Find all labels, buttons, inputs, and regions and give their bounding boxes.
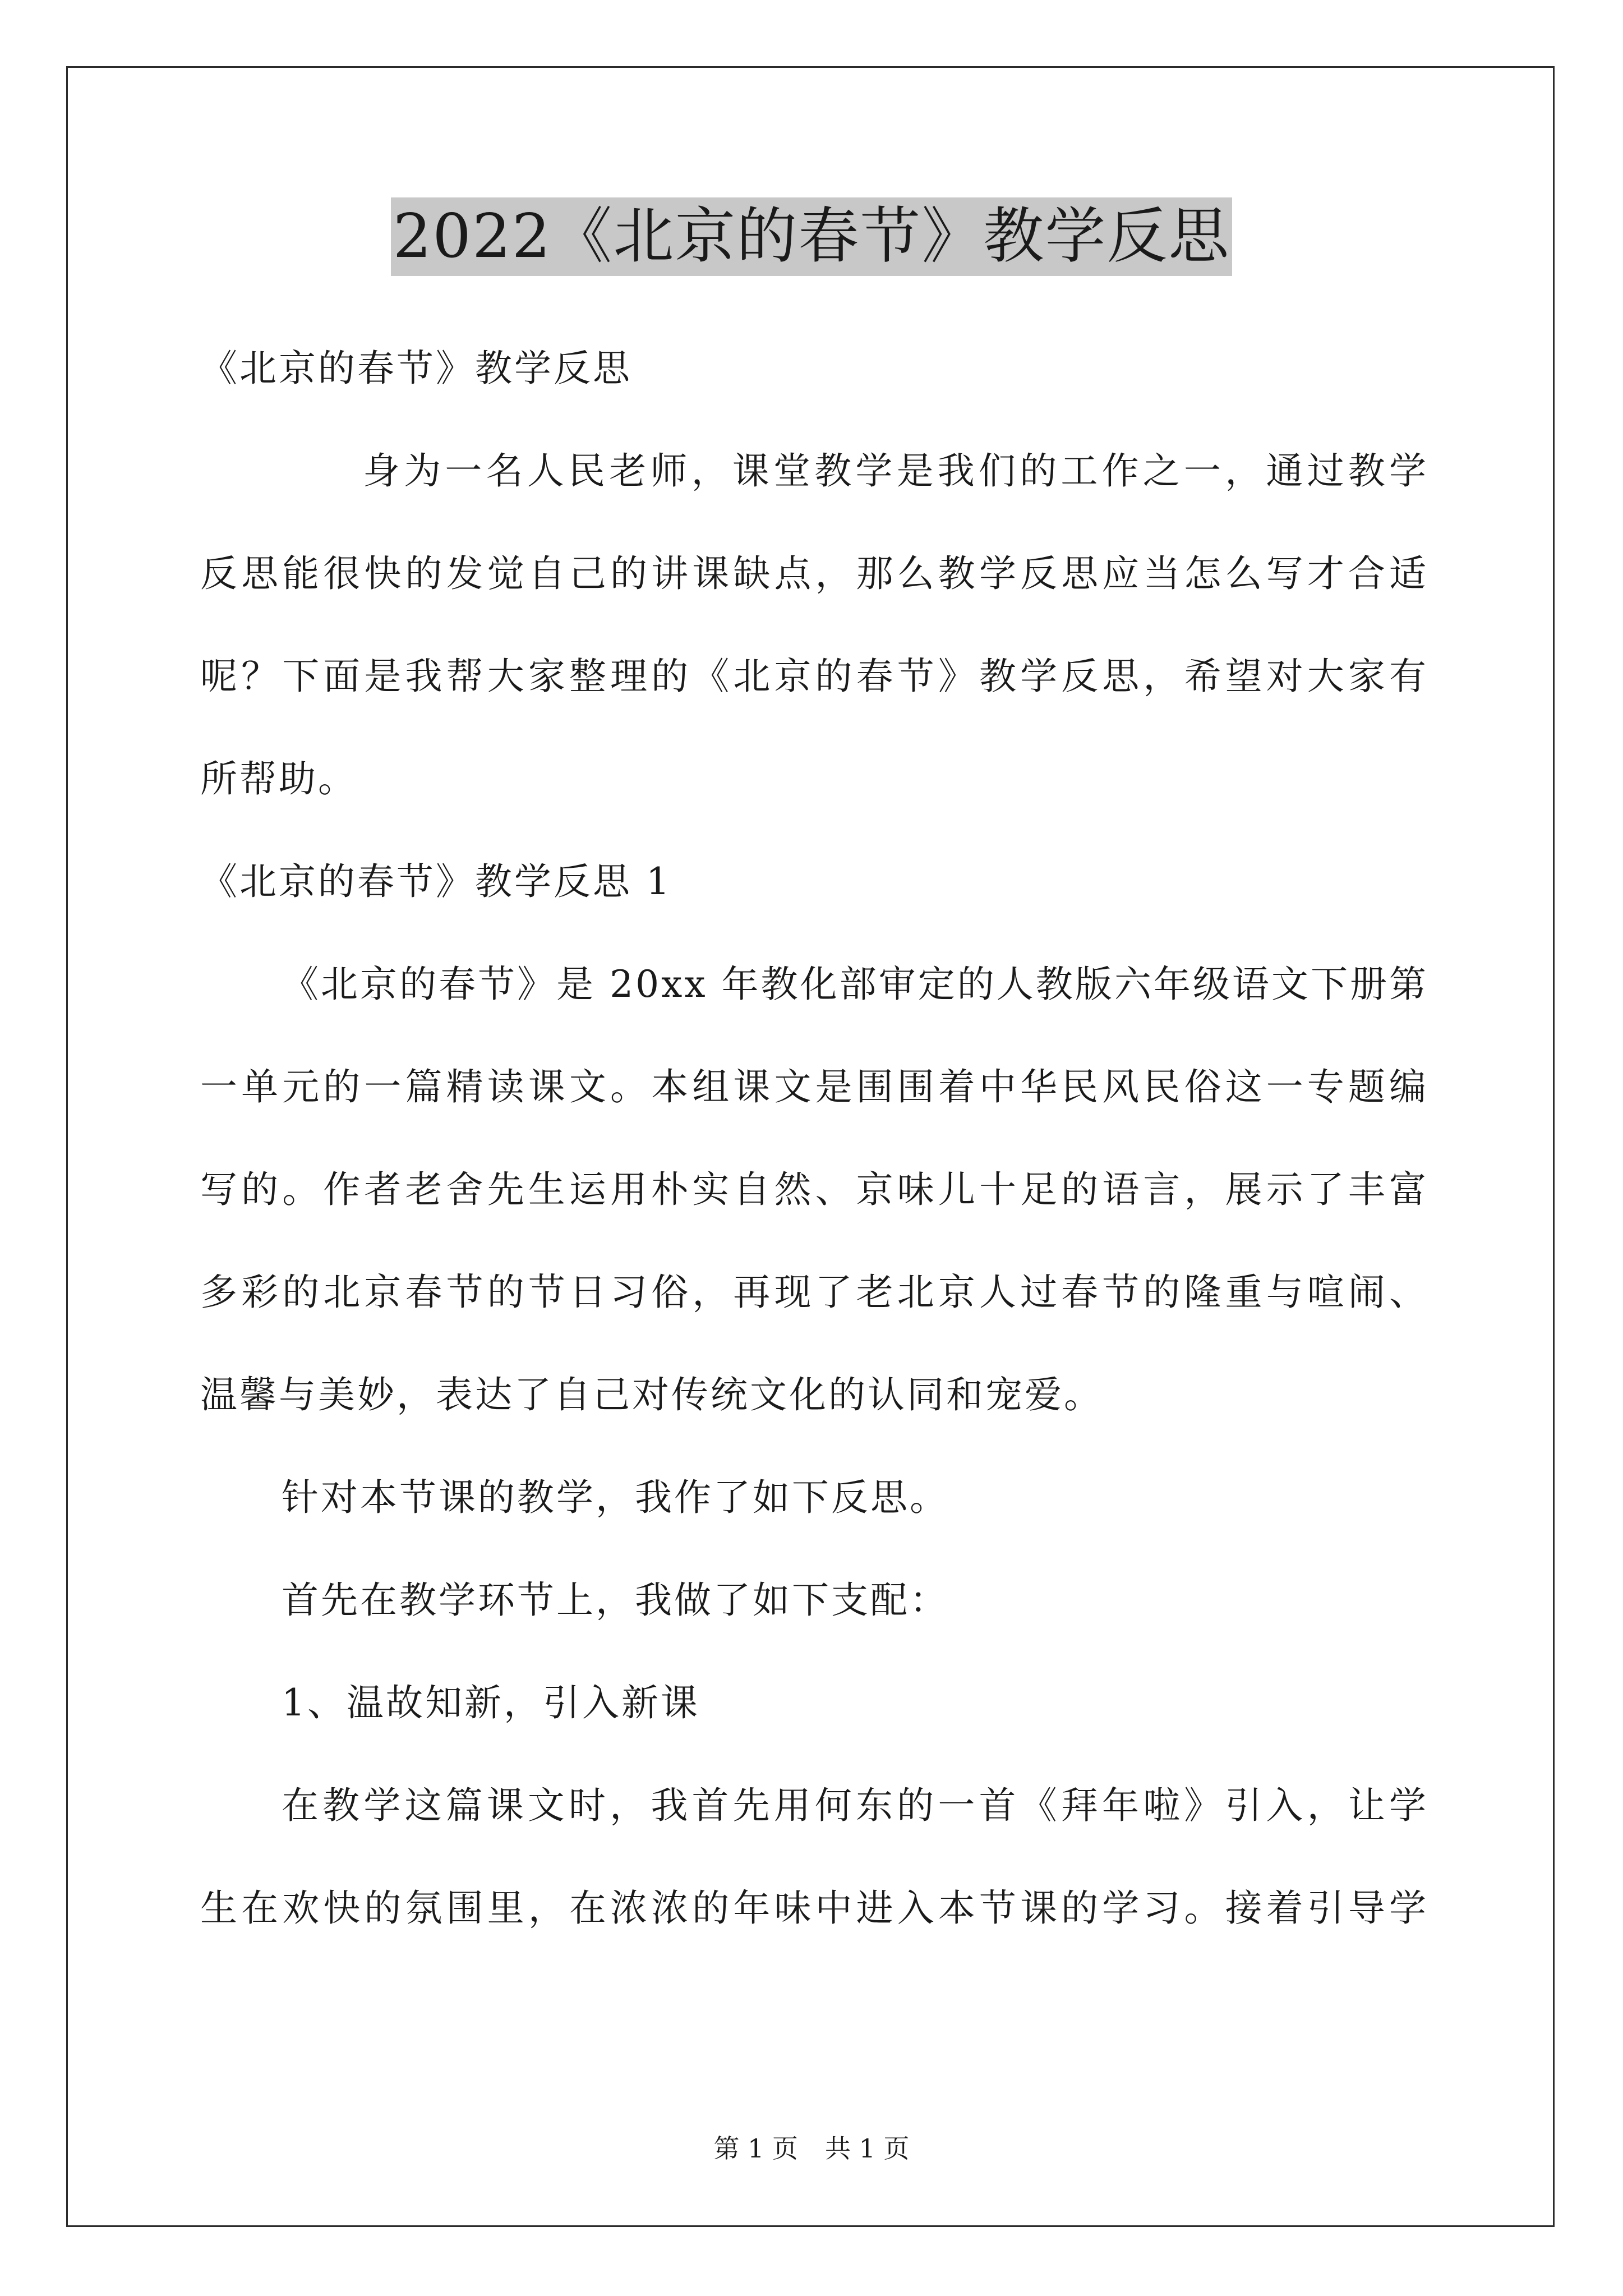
paragraph-line: 一单元的一篇精读课文。本组课文是围围着中华民风民俗这一专题编 xyxy=(200,1065,1428,1108)
list-item-heading: 1、温故知新，引入新课 xyxy=(282,1681,700,1724)
paragraph-line: 首先在教学环节上，我做了如下支配： xyxy=(282,1579,949,1622)
paragraph-line: 在教学这篇课文时，我首先用何东的一首《拜年啦》引入，让学 xyxy=(282,1784,1428,1827)
paragraph-line: 《北京的春节》是 20xx 年教化部审定的人教版六年级语文下册第 xyxy=(282,963,1428,1006)
section-heading: 《北京的春节》教学反思 1 xyxy=(200,860,672,903)
page-footer xyxy=(0,2132,1623,2165)
page-number: 第 1 页 xyxy=(713,2133,798,2164)
paragraph-line: 多彩的北京春节的节日习俗，再现了老北京人过春节的隆重与喧闹、 xyxy=(200,1271,1428,1314)
paragraph-line: 温馨与美妙，表达了自己对传统文化的认同和宠爱。 xyxy=(200,1373,1103,1416)
paragraph-line: 身为一名人民老师，课堂教学是我们的工作之一，通过教学 xyxy=(363,449,1428,493)
paragraph-line: 反思能很快的发觉自己的讲课缺点，那么教学反思应当怎么写才合适 xyxy=(200,552,1428,595)
section-heading: 《北京的春节》教学反思 xyxy=(200,347,632,390)
paragraph-line: 针对本节课的教学，我作了如下反思。 xyxy=(282,1476,949,1519)
paragraph-line: 写的。作者老舍先生运用朴实自然、京味儿十足的语言，展示了丰富 xyxy=(200,1168,1428,1211)
title-container xyxy=(0,197,1623,276)
paragraph-line: 呢？下面是我帮大家整理的《北京的春节》教学反思，希望对大家有 xyxy=(200,655,1428,698)
document-title: 2022《北京的春节》教学反思 xyxy=(391,197,1233,276)
paragraph-line: 生在欢快的氛围里，在浓浓的年味中进入本节课的学习。接着引导学 xyxy=(200,1887,1428,1930)
paragraph-line: 所帮助。 xyxy=(200,757,357,800)
page-total: 共 1 页 xyxy=(825,2133,910,2164)
document-body xyxy=(200,317,1428,1959)
